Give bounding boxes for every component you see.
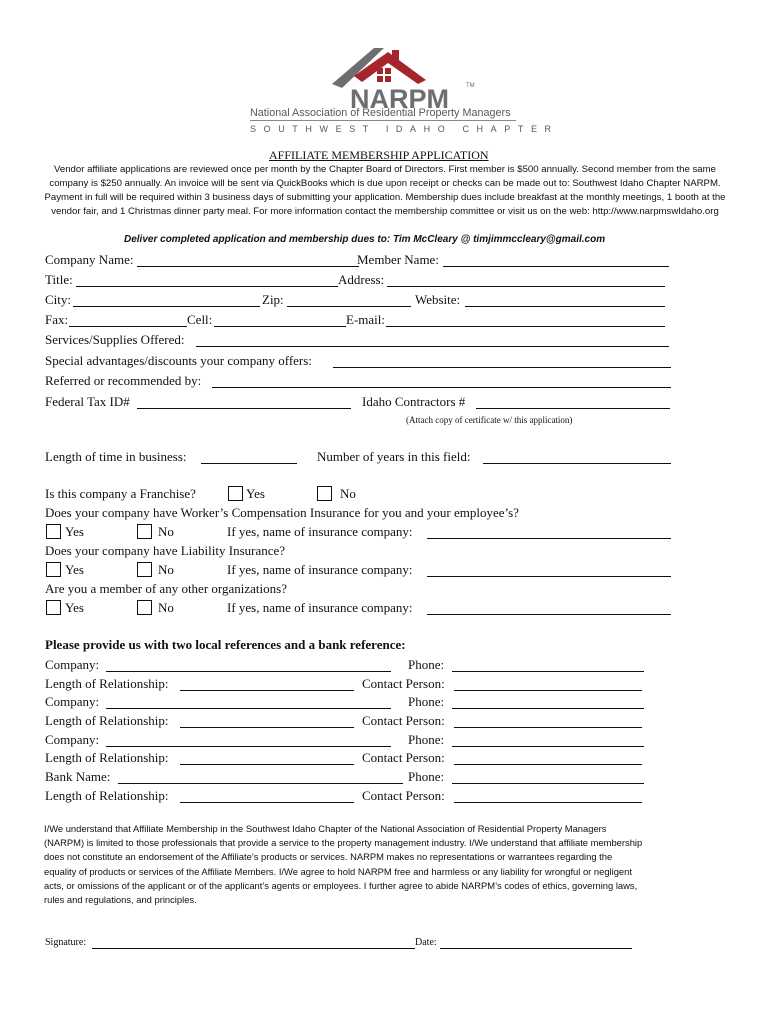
workers-comp-no-checkbox[interactable] bbox=[137, 524, 152, 539]
signature-field[interactable] bbox=[92, 948, 415, 949]
workers-comp-yes-label: Yes bbox=[65, 524, 84, 539]
logo-trademark: TM bbox=[466, 83, 475, 89]
logo-brand: NARPM bbox=[350, 84, 449, 114]
ref2-phone-field[interactable] bbox=[452, 708, 644, 709]
ref2-phone-label: Phone: bbox=[408, 694, 445, 709]
bank-contact-field[interactable] bbox=[454, 802, 642, 803]
liability-insurance-field[interactable] bbox=[427, 576, 671, 577]
logo-divider bbox=[250, 120, 516, 121]
workers-comp-no-label: No bbox=[158, 524, 174, 539]
ref3-contact-label: Contact Person: bbox=[362, 750, 445, 765]
website-field[interactable] bbox=[465, 306, 665, 307]
bank-name-label: Bank Name: bbox=[45, 769, 111, 784]
special-label: Special advantages/discounts your company offers: bbox=[45, 353, 312, 368]
ref3-company-label: Company: bbox=[45, 732, 100, 747]
bank-phone-label: Phone: bbox=[408, 769, 445, 784]
title-label: Title: bbox=[45, 272, 73, 287]
website-label: Website: bbox=[415, 292, 461, 307]
franchise-yes-checkbox[interactable] bbox=[228, 486, 243, 501]
date-field[interactable] bbox=[440, 948, 632, 949]
zip-field[interactable] bbox=[287, 306, 411, 307]
franchise-yes-label: Yes bbox=[246, 486, 265, 501]
liability-no-checkbox[interactable] bbox=[137, 562, 152, 577]
ref3-contact-field[interactable] bbox=[454, 764, 642, 765]
ref3-length-field[interactable] bbox=[180, 764, 354, 765]
form-intro: Vendor affiliate applications are reviewed once per month by the Chapter Board of Directors. First member is $500 annually. Second member from the same company is $250 annually. An invoice will be sent via QuickBooks which is due upon receipt or checks can be made out to: Southwest Idaho Chapter NARPM. Payment in full will be required within 3 business days of submitting your application. Membership dues include breakfast at the monthly meetings, 1 booth at the vendor fair, and 1 Christmas dinner party meal. For more information contact the membership committee or visit us on the web: http://www.narpmswIdaho.org bbox=[44, 164, 726, 217]
ref2-company-label: Company: bbox=[45, 694, 100, 709]
franchise-question: Is this company a Franchise? bbox=[45, 486, 196, 501]
idaho-contractors-label: Idaho Contractors # bbox=[362, 394, 466, 409]
company-name-label: Company Name: bbox=[45, 252, 134, 267]
referred-label: Referred or recommended by: bbox=[45, 373, 202, 388]
form-title: AFFILIATE MEMBERSHIP APPLICATION bbox=[269, 148, 489, 162]
cell-field[interactable] bbox=[214, 326, 346, 327]
email-field[interactable] bbox=[386, 326, 665, 327]
idaho-contractors-field[interactable] bbox=[476, 408, 670, 409]
length-business-field[interactable] bbox=[201, 463, 297, 464]
ref2-company-field[interactable] bbox=[106, 708, 391, 709]
member-other-insurance-field[interactable] bbox=[427, 614, 671, 615]
liability-yes-label: Yes bbox=[65, 562, 84, 577]
liability-insurance-label: If yes, name of insurance company: bbox=[227, 562, 413, 577]
legal-statement: I/We understand that Affiliate Membership in the Southwest Idaho Chapter of the National Association of Residential Property Managers (NARPM) is limited to those professionals that provide a service to the property management industry. I/We understand that affiliate membership does not constitute an endorsement of the Affiliate’s products or services. NARPM makes no representations or warrantees regarding the equality of products or services of the Affiliate Members. I/We agree to hold NARPM free and harmless or any liability for wrongful or negligent acts, or omissions of the applicant or of the applicant’s agents or employees. I further agree to abide NARPM’s codes of ethics, governing laws, rules and regulations, and principles. bbox=[44, 823, 643, 906]
referred-field[interactable] bbox=[212, 387, 671, 388]
ref3-company-field[interactable] bbox=[106, 746, 391, 747]
federal-tax-label: Federal Tax ID# bbox=[45, 394, 130, 409]
bank-phone-field[interactable] bbox=[452, 783, 644, 784]
ref2-contact-label: Contact Person: bbox=[362, 713, 445, 728]
bank-length-label: Length of Relationship: bbox=[45, 788, 169, 803]
federal-tax-field[interactable] bbox=[137, 408, 351, 409]
ref3-phone-label: Phone: bbox=[408, 732, 445, 747]
attach-note: (Attach copy of certificate w/ this application) bbox=[406, 415, 573, 425]
ref1-length-field[interactable] bbox=[180, 690, 354, 691]
workers-comp-insurance-field[interactable] bbox=[427, 538, 671, 539]
services-field[interactable] bbox=[196, 346, 669, 347]
city-field[interactable] bbox=[73, 306, 260, 307]
length-business-label: Length of time in business: bbox=[45, 449, 187, 464]
franchise-no-checkbox[interactable] bbox=[317, 486, 332, 501]
ref2-length-field[interactable] bbox=[180, 727, 354, 728]
ref2-contact-field[interactable] bbox=[454, 727, 642, 728]
ref1-contact-field[interactable] bbox=[454, 690, 642, 691]
deliver-instructions: Deliver completed application and membership dues to: Tim McCleary @ timjimmccleary@gmail.com bbox=[124, 234, 606, 245]
bank-contact-label: Contact Person: bbox=[362, 788, 445, 803]
special-field[interactable] bbox=[333, 367, 671, 368]
member-other-no-checkbox[interactable] bbox=[137, 600, 152, 615]
bank-length-field[interactable] bbox=[180, 802, 354, 803]
email-label: E-mail: bbox=[346, 312, 385, 327]
member-other-insurance-label: If yes, name of insurance company: bbox=[227, 600, 413, 615]
liability-question: Does your company have Liability Insurance? bbox=[45, 543, 286, 558]
member-other-no-label: No bbox=[158, 600, 174, 615]
member-name-label: Member Name: bbox=[357, 252, 439, 267]
company-name-field[interactable] bbox=[137, 266, 359, 267]
member-other-yes-checkbox[interactable] bbox=[46, 600, 61, 615]
ref3-phone-field[interactable] bbox=[452, 746, 644, 747]
date-label: Date: bbox=[415, 937, 437, 948]
ref1-length-label: Length of Relationship: bbox=[45, 676, 169, 691]
years-field-input[interactable] bbox=[483, 463, 671, 464]
references-heading: Please provide us with two local references and a bank reference: bbox=[45, 637, 406, 652]
fax-label: Fax: bbox=[45, 312, 69, 327]
logo-org-name: National Association of Residential Property Managers bbox=[250, 107, 511, 119]
ref1-phone-label: Phone: bbox=[408, 657, 445, 672]
title-field[interactable] bbox=[76, 286, 338, 287]
workers-comp-question: Does your company have Worker’s Compensation Insurance for you and your employee’s? bbox=[45, 505, 519, 520]
member-other-question: Are you a member of any other organizations? bbox=[45, 581, 287, 596]
signature-label: Signature: bbox=[45, 937, 87, 948]
logo-chapter: SOUTHWEST IDAHO CHAPTER bbox=[250, 124, 559, 134]
zip-label: Zip: bbox=[262, 292, 284, 307]
fax-field[interactable] bbox=[69, 326, 187, 327]
workers-comp-insurance-label: If yes, name of insurance company: bbox=[227, 524, 413, 539]
services-label: Services/Supplies Offered: bbox=[45, 332, 185, 347]
member-other-yes-label: Yes bbox=[65, 600, 84, 615]
ref1-company-field[interactable] bbox=[106, 671, 391, 672]
bank-name-field[interactable] bbox=[118, 783, 403, 784]
years-field-label: Number of years in this field: bbox=[317, 449, 471, 464]
workers-comp-yes-checkbox[interactable] bbox=[46, 524, 61, 539]
cell-label: Cell: bbox=[187, 312, 213, 327]
ref2-length-label: Length of Relationship: bbox=[45, 713, 169, 728]
franchise-no-label: No bbox=[340, 486, 356, 501]
address-field[interactable] bbox=[387, 286, 665, 287]
ref1-contact-label: Contact Person: bbox=[362, 676, 445, 691]
ref3-length-label: Length of Relationship: bbox=[45, 750, 169, 765]
liability-yes-checkbox[interactable] bbox=[46, 562, 61, 577]
ref1-phone-field[interactable] bbox=[452, 671, 644, 672]
ref1-company-label: Company: bbox=[45, 657, 100, 672]
city-label: City: bbox=[45, 292, 72, 307]
liability-no-label: No bbox=[158, 562, 174, 577]
address-label: Address: bbox=[338, 272, 385, 287]
member-name-field[interactable] bbox=[443, 266, 669, 267]
